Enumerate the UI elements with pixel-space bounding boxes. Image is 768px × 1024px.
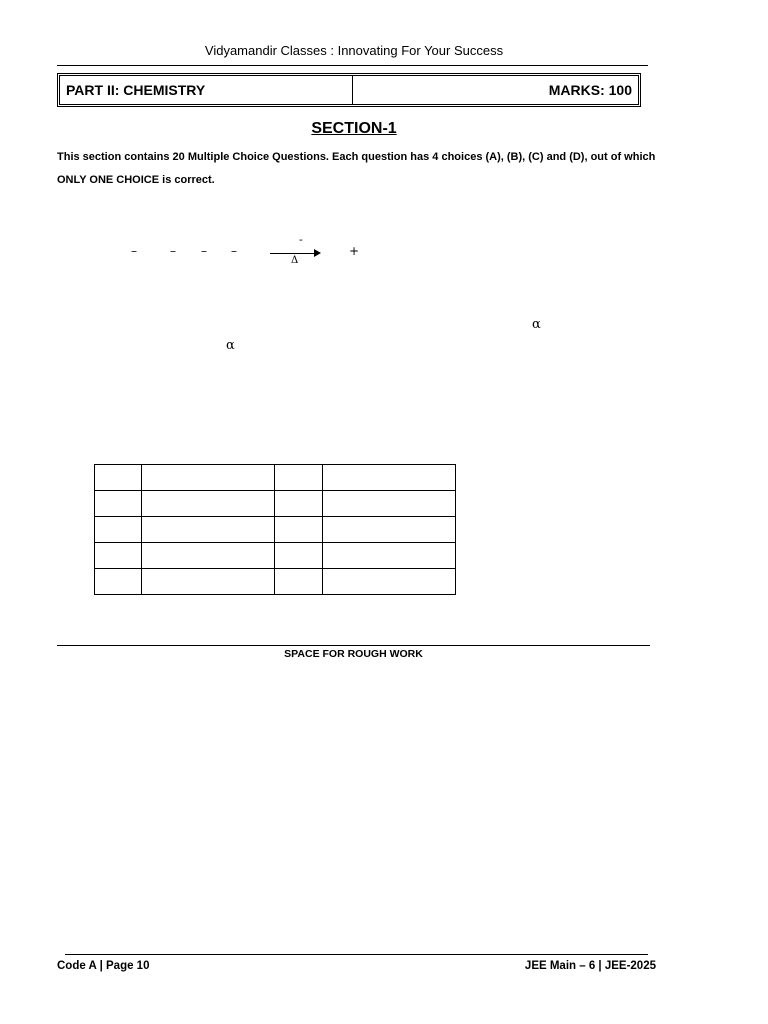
match-table	[94, 464, 456, 595]
rough-work-divider	[57, 645, 650, 646]
marks-label: MARKS: 100	[548, 82, 632, 98]
table-cell	[323, 491, 456, 517]
equation-dash: –	[201, 244, 207, 258]
table-cell	[323, 569, 456, 595]
table-cell	[323, 465, 456, 491]
alpha-symbol: α	[532, 317, 541, 332]
equation-plus: +	[349, 244, 360, 258]
table-cell	[142, 569, 275, 595]
table-cell	[275, 517, 323, 543]
table-cell	[95, 491, 142, 517]
section-instructions: This section contains 20 Multiple Choice Questions. Each question has 4 choices (A), (B), (C) and (D), out of which ONLY ONE CHOICE is correct.	[57, 151, 656, 186]
table-row	[95, 491, 456, 517]
table-row	[95, 465, 456, 491]
footer-divider	[65, 954, 648, 955]
table-row	[95, 569, 456, 595]
table-cell	[95, 465, 142, 491]
table-cell	[275, 569, 323, 595]
table-cell	[142, 491, 275, 517]
reaction-arrow-head-icon	[314, 249, 321, 257]
section-heading: SECTION-1	[311, 120, 397, 137]
equation-dash: –	[231, 244, 237, 258]
alpha-symbol: α	[226, 338, 235, 353]
table-cell	[142, 465, 275, 491]
header-divider	[57, 65, 648, 66]
reaction-arrow	[270, 253, 318, 254]
equation-dash: –	[170, 244, 176, 258]
table-cell	[95, 569, 142, 595]
table-cell	[275, 465, 323, 491]
footer-exam-label: JEE Main – 6 | JEE-2025	[524, 960, 656, 972]
part-banner	[57, 73, 641, 107]
arrow-bottom-label: Δ	[291, 255, 299, 266]
equation-dash: –	[131, 244, 137, 258]
table-cell	[275, 543, 323, 569]
page-header-title: Vidyamandir Classes : Innovating For Your Success	[204, 43, 504, 58]
table-cell	[95, 517, 142, 543]
footer-page-code: Code A | Page 10	[57, 960, 150, 972]
arrow-top-label: -	[299, 233, 303, 246]
table-cell	[323, 543, 456, 569]
table-cell	[142, 543, 275, 569]
table-cell	[275, 491, 323, 517]
table-row	[95, 517, 456, 543]
rough-work-label: SPACE FOR ROUGH WORK	[284, 648, 423, 660]
table-row	[95, 543, 456, 569]
table-cell	[95, 543, 142, 569]
part-label: PART II: CHEMISTRY	[60, 76, 353, 104]
table-cell	[323, 517, 456, 543]
table-cell	[142, 517, 275, 543]
